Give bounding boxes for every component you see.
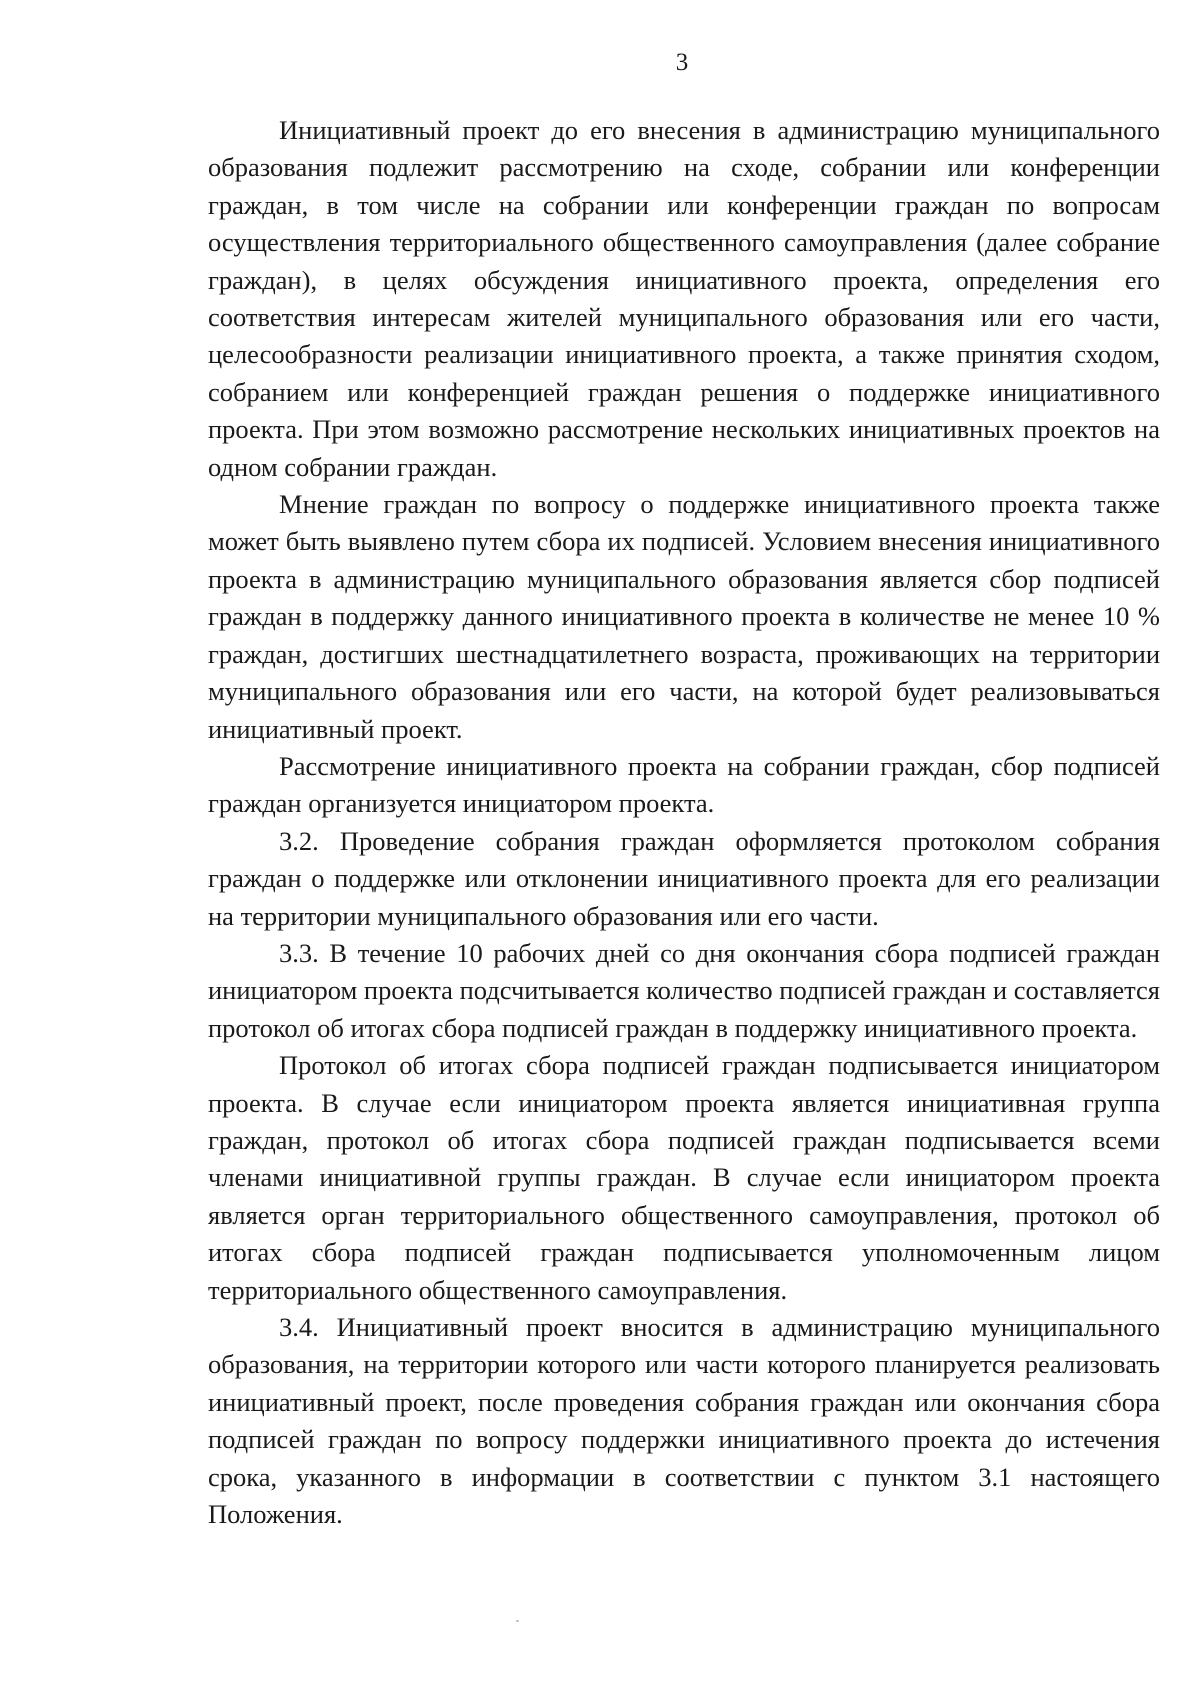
scan-speck xyxy=(516,1620,519,1622)
paragraph-section-3-2: 3.2. Проведение собрания граждан оформляется протоколом собрания граждан о поддержке или отклонении инициативного проекта для его реализации на территории муниципального образования или его части. xyxy=(208,825,1160,931)
paragraph-section-3-3: 3.3. В течение 10 рабочих дней со дня окончания сбора подписей граждан инициатором проекта подсчитывается количество подписей граждан и составляется протокол об итогах сбора подписей граждан в поддержку инициативного проекта. xyxy=(208,937,1160,1043)
paragraph-organization-by-initiator: Рассмотрение инициативного проекта на собрании граждан, сбор подписей граждан организуется инициатором проекта. xyxy=(208,750,1160,819)
page-number: 3 xyxy=(675,49,689,76)
paragraph-initiative-project-consideration: Инициативный проект до его внесения в администрацию муниципального образования подлежит рассмотрению на сходе, собрании или конференции граждан, в том числе на собрании или конференции граждан по вопросам осуществления территориального общественного самоуправления (далее собрание граждан), в целях обсуждения инициативного проекта, определения его соответствия интересам жителей муниципального образования или его части, целесообразности реализации инициативного проекта, а также принятия сходом, собранием или конференцией граждан решения о поддержке инициативного проекта. При этом возможно рассмотрение нескольких инициативных проектов на одном собрании граждан. xyxy=(208,115,1160,482)
paragraph-section-3-4: 3.4. Инициативный проект вносится в администрацию муниципального образования, на территории которого или части которого планируется реализовать инициативный проект, после проведения собрания граждан или окончания сбора подписей граждан по вопросу поддержки инициативного проекта до истечения срока, указанного в информации в соответствии с пунктом 3.1 настоящего Положения. xyxy=(208,1312,1160,1530)
document-body xyxy=(208,112,1160,1533)
paragraph-protocol-signing: Протокол об итогах сбора подписей граждан подписывается инициатором проекта. В случае если инициатором проекта является инициативная группа граждан, протокол об итогах сбора подписей граждан подписывается всеми членами инициативной группы граждан. В случае если инициатором проекта является орган территориального общественного самоуправления, протокол об итогах сбора подписей граждан подписывается уполномоченным лицом территориального общественного самоуправления. xyxy=(208,1050,1160,1305)
paragraph-signature-collection: Мнение граждан по вопросу о поддержке инициативного проекта также может быть выявлено путем сбора их подписей. Условием внесения инициативного проекта в администрацию муниципального образования является сбор подписей граждан в поддержку данного инициативного проекта в количестве не менее 10 % граждан, достигших шестнадцатилетнего возраста, проживающих на территории муниципального образования или его части, на которой будет реализовываться инициативный проект. xyxy=(208,489,1160,744)
